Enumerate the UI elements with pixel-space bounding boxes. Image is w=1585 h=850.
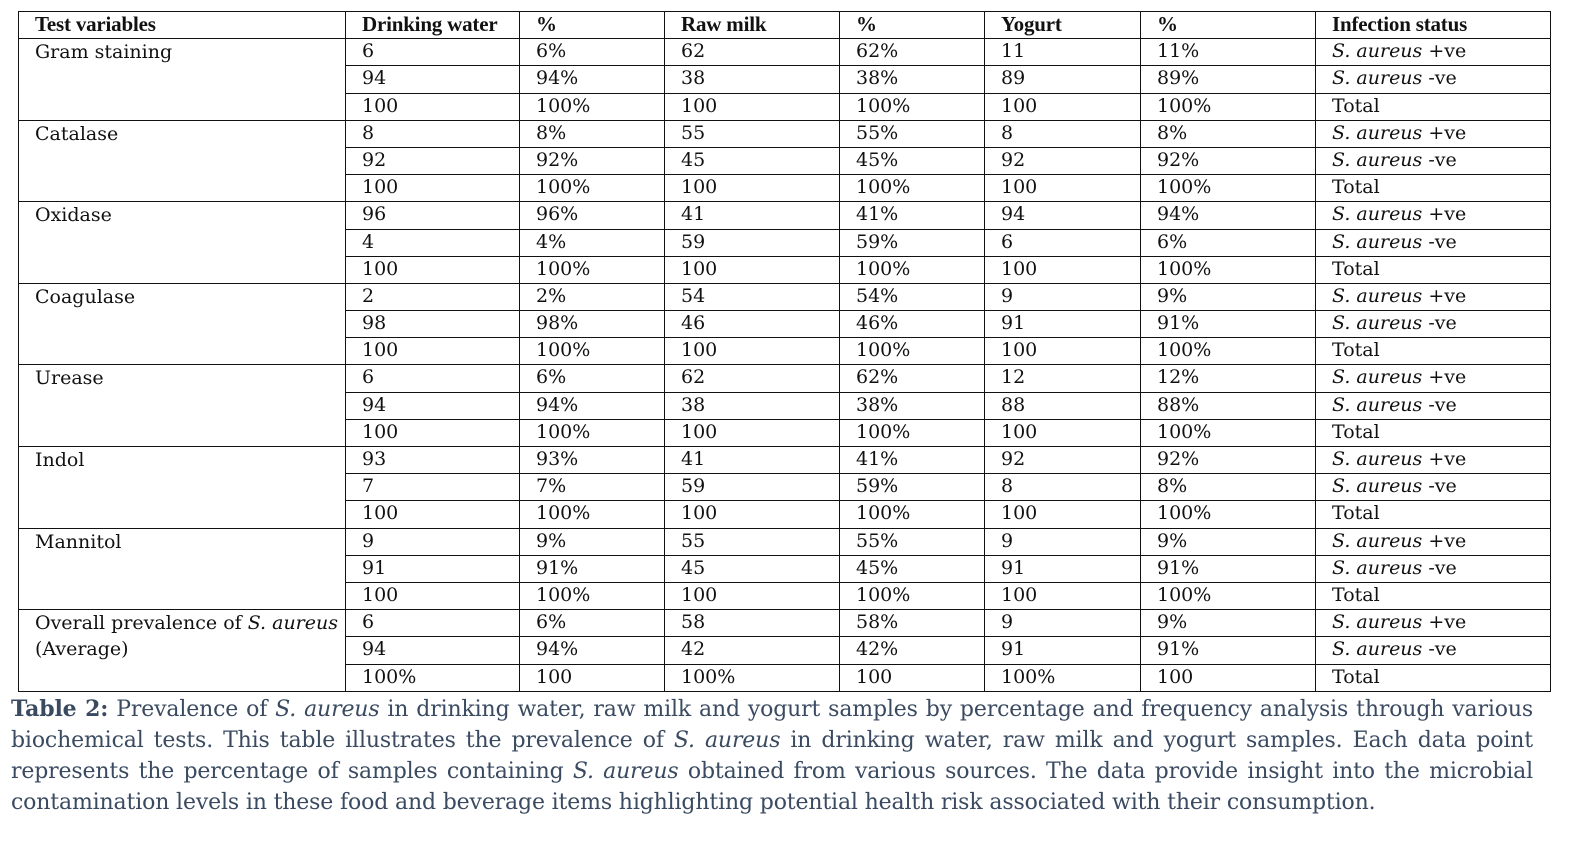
cell-yogurt: 100 <box>985 175 1141 202</box>
cell-raw-milk-percent: 62% <box>840 39 985 66</box>
cell-infection-status <box>1316 392 1551 419</box>
cell-drinking-water-percent: 6% <box>520 610 665 637</box>
table-caption <box>11 694 1533 818</box>
cell-raw-milk: 58 <box>665 610 840 637</box>
table-row <box>19 39 1551 66</box>
organism-name: S. aureus <box>1332 230 1423 253</box>
table-row <box>19 528 1551 555</box>
cell-drinking-water: 8 <box>346 120 520 147</box>
status-label: +ve <box>1422 366 1467 389</box>
cell-infection-status <box>1316 120 1551 147</box>
cell-yogurt: 100 <box>985 338 1141 365</box>
table-body <box>19 39 1551 692</box>
cell-drinking-water-percent: 9% <box>520 528 665 555</box>
cell-raw-milk: 100 <box>665 93 840 120</box>
cell-drinking-water: 100 <box>346 419 520 446</box>
cell-drinking-water: 9 <box>346 528 520 555</box>
cell-raw-milk: 46 <box>665 311 840 338</box>
test-variable-name: Oxidase <box>19 202 346 284</box>
organism-name: S. aureus <box>1332 203 1423 226</box>
status-label: Total <box>1332 339 1380 362</box>
status-label: Total <box>1332 420 1380 443</box>
cell-raw-milk: 54 <box>665 283 840 310</box>
cell-infection-status <box>1316 419 1551 446</box>
header-drinking-water: Drinking water <box>346 12 520 39</box>
cell-infection-status <box>1316 66 1551 93</box>
cell-infection-status <box>1316 93 1551 120</box>
status-label: +ve <box>1422 611 1467 634</box>
status-label: +ve <box>1422 529 1467 552</box>
caption-organism: S. aureus <box>572 759 679 784</box>
cell-yogurt: 100 <box>985 582 1141 609</box>
organism-name: S. aureus <box>1332 556 1423 579</box>
cell-infection-status <box>1316 256 1551 283</box>
cell-raw-milk-percent: 38% <box>840 66 985 93</box>
organism-name: S. aureus <box>1332 529 1423 552</box>
cell-drinking-water: 6 <box>346 610 520 637</box>
cell-drinking-water-percent: 94% <box>520 637 665 664</box>
cell-yogurt: 11 <box>985 39 1141 66</box>
cell-drinking-water-percent: 2% <box>520 283 665 310</box>
cell-yogurt: 100 <box>985 256 1141 283</box>
cell-yogurt: 9 <box>985 528 1141 555</box>
test-variable-name: Indol <box>19 447 346 529</box>
cell-raw-milk: 100% <box>665 664 840 691</box>
cell-raw-milk: 45 <box>665 555 840 582</box>
cell-yogurt: 6 <box>985 229 1141 256</box>
cell-drinking-water-percent: 100% <box>520 256 665 283</box>
cell-drinking-water-percent: 6% <box>520 365 665 392</box>
organism-name: S. aureus <box>247 612 338 635</box>
header-row <box>19 12 1551 39</box>
cell-yogurt: 100 <box>985 501 1141 528</box>
organism-name: S. aureus <box>1332 393 1423 416</box>
cell-drinking-water-percent: 91% <box>520 555 665 582</box>
cell-infection-status <box>1316 202 1551 229</box>
cell-drinking-water-percent: 94% <box>520 392 665 419</box>
header-raw-milk: Raw milk <box>665 12 840 39</box>
cell-yogurt: 100 <box>985 419 1141 446</box>
table-row <box>19 120 1551 147</box>
cell-infection-status <box>1316 610 1551 637</box>
cell-infection-status <box>1316 311 1551 338</box>
cell-yogurt: 8 <box>985 120 1141 147</box>
status-label: -ve <box>1422 148 1457 171</box>
caption-label: Table 2: <box>11 696 109 722</box>
cell-raw-milk-percent: 55% <box>840 120 985 147</box>
cell-drinking-water-percent: 100% <box>520 175 665 202</box>
cell-raw-milk-percent: 45% <box>840 147 985 174</box>
status-label: -ve <box>1422 312 1457 335</box>
cell-yogurt: 12 <box>985 365 1141 392</box>
status-label: +ve <box>1422 284 1467 307</box>
cell-drinking-water: 100 <box>346 501 520 528</box>
cell-raw-milk-percent: 62% <box>840 365 985 392</box>
cell-yogurt-percent: 91% <box>1141 637 1316 664</box>
caption-text: Prevalence of <box>108 697 276 722</box>
cell-drinking-water: 2 <box>346 283 520 310</box>
cell-drinking-water-percent: 100 <box>520 664 665 691</box>
status-label: +ve <box>1422 203 1467 226</box>
cell-raw-milk-percent: 100% <box>840 501 985 528</box>
cell-drinking-water-percent: 96% <box>520 202 665 229</box>
cell-yogurt: 100 <box>985 93 1141 120</box>
cell-yogurt-percent: 12% <box>1141 365 1316 392</box>
caption-organism: S. aureus <box>673 728 781 753</box>
cell-infection-status <box>1316 637 1551 664</box>
cell-drinking-water: 4 <box>346 229 520 256</box>
cell-raw-milk: 59 <box>665 229 840 256</box>
cell-infection-status <box>1316 555 1551 582</box>
cell-raw-milk: 45 <box>665 147 840 174</box>
table-row <box>19 283 1551 310</box>
status-label: Total <box>1332 94 1380 117</box>
table-header <box>19 12 1551 39</box>
cell-yogurt: 91 <box>985 637 1141 664</box>
cell-raw-milk: 42 <box>665 637 840 664</box>
cell-raw-milk-percent: 45% <box>840 555 985 582</box>
cell-drinking-water: 93 <box>346 447 520 474</box>
cell-yogurt-percent: 89% <box>1141 66 1316 93</box>
cell-drinking-water-percent: 6% <box>520 39 665 66</box>
cell-drinking-water: 100 <box>346 175 520 202</box>
cell-yogurt-percent: 8% <box>1141 474 1316 501</box>
organism-name: S. aureus <box>1332 475 1423 498</box>
cell-yogurt-percent: 100% <box>1141 338 1316 365</box>
cell-drinking-water: 92 <box>346 147 520 174</box>
cell-infection-status <box>1316 501 1551 528</box>
cell-raw-milk-percent: 100% <box>840 93 985 120</box>
cell-infection-status <box>1316 528 1551 555</box>
cell-raw-milk-percent: 42% <box>840 637 985 664</box>
cell-drinking-water: 94 <box>346 637 520 664</box>
cell-drinking-water-percent: 98% <box>520 311 665 338</box>
cell-drinking-water: 91 <box>346 555 520 582</box>
cell-raw-milk-percent: 41% <box>840 202 985 229</box>
cell-drinking-water-percent: 8% <box>520 120 665 147</box>
status-label: +ve <box>1422 40 1467 63</box>
overall-average-label: (Average) <box>35 638 129 661</box>
header-raw-milk-percent: % <box>840 12 985 39</box>
test-variable-name: Catalase <box>19 120 346 202</box>
caption-text: obtained from various sources. The data provide insight into the microbial contamination levels in these food and beverage items highlighting potential health risk associated with their consumption. <box>11 759 1534 815</box>
status-label: Total <box>1332 665 1380 688</box>
cell-raw-milk: 55 <box>665 120 840 147</box>
cell-yogurt: 88 <box>985 392 1141 419</box>
cell-raw-milk: 55 <box>665 528 840 555</box>
cell-yogurt-percent: 91% <box>1141 555 1316 582</box>
cell-raw-milk: 100 <box>665 256 840 283</box>
cell-drinking-water: 6 <box>346 39 520 66</box>
cell-raw-milk-percent: 100% <box>840 338 985 365</box>
header-test-variables: Test variables <box>19 12 346 39</box>
cell-infection-status <box>1316 365 1551 392</box>
status-label: -ve <box>1422 67 1457 90</box>
organism-name: S. aureus <box>1332 148 1423 171</box>
cell-infection-status <box>1316 338 1551 365</box>
prevalence-table <box>18 11 1551 692</box>
status-label: Total <box>1332 583 1380 606</box>
cell-drinking-water-percent: 93% <box>520 447 665 474</box>
organism-name: S. aureus <box>1332 638 1423 661</box>
cell-drinking-water: 100 <box>346 93 520 120</box>
cell-yogurt-percent: 9% <box>1141 528 1316 555</box>
cell-yogurt-percent: 11% <box>1141 39 1316 66</box>
cell-yogurt: 89 <box>985 66 1141 93</box>
cell-drinking-water: 100 <box>346 582 520 609</box>
status-label: Total <box>1332 502 1380 525</box>
test-variable-name: Urease <box>19 365 346 447</box>
cell-yogurt-percent: 92% <box>1141 147 1316 174</box>
cell-yogurt-percent: 91% <box>1141 311 1316 338</box>
cell-raw-milk: 62 <box>665 39 840 66</box>
cell-yogurt-percent: 100% <box>1141 175 1316 202</box>
cell-yogurt-percent: 6% <box>1141 229 1316 256</box>
cell-yogurt: 100% <box>985 664 1141 691</box>
table-row <box>19 365 1551 392</box>
organism-name: S. aureus <box>1332 611 1423 634</box>
status-label: -ve <box>1422 638 1457 661</box>
header-drinking-water-percent: % <box>520 12 665 39</box>
status-label: -ve <box>1422 556 1457 579</box>
cell-yogurt: 91 <box>985 311 1141 338</box>
cell-raw-milk-percent: 100% <box>840 419 985 446</box>
organism-name: S. aureus <box>1332 312 1423 335</box>
cell-infection-status <box>1316 447 1551 474</box>
cell-drinking-water: 96 <box>346 202 520 229</box>
cell-raw-milk: 100 <box>665 582 840 609</box>
test-variable-name: Coagulase <box>19 283 346 365</box>
cell-drinking-water-percent: 94% <box>520 66 665 93</box>
cell-drinking-water-percent: 4% <box>520 229 665 256</box>
organism-name: S. aureus <box>1332 366 1423 389</box>
cell-yogurt-percent: 100 <box>1141 664 1316 691</box>
cell-yogurt-percent: 9% <box>1141 610 1316 637</box>
cell-drinking-water: 100 <box>346 338 520 365</box>
cell-yogurt-percent: 8% <box>1141 120 1316 147</box>
cell-raw-milk: 100 <box>665 419 840 446</box>
cell-drinking-water-percent: 100% <box>520 338 665 365</box>
cell-drinking-water-percent: 100% <box>520 582 665 609</box>
status-label: Total <box>1332 257 1380 280</box>
cell-raw-milk: 41 <box>665 202 840 229</box>
caption-text: in drinking water, raw milk and yogurt samples. Each data point represents the percentage of samples containing <box>11 728 1533 784</box>
header-yogurt-percent: % <box>1141 12 1316 39</box>
cell-raw-milk-percent: 59% <box>840 229 985 256</box>
organism-name: S. aureus <box>1332 40 1423 63</box>
cell-raw-milk-percent: 100 <box>840 664 985 691</box>
cell-raw-milk-percent: 41% <box>840 447 985 474</box>
cell-drinking-water: 98 <box>346 311 520 338</box>
cell-yogurt-percent: 94% <box>1141 202 1316 229</box>
cell-yogurt: 9 <box>985 610 1141 637</box>
cell-yogurt: 92 <box>985 147 1141 174</box>
cell-infection-status <box>1316 175 1551 202</box>
cell-drinking-water: 100 <box>346 256 520 283</box>
cell-yogurt: 9 <box>985 283 1141 310</box>
cell-drinking-water: 94 <box>346 392 520 419</box>
organism-name: S. aureus <box>1332 448 1423 470</box>
cell-raw-milk: 38 <box>665 392 840 419</box>
cell-raw-milk-percent: 58% <box>840 610 985 637</box>
cell-raw-milk: 59 <box>665 474 840 501</box>
cell-raw-milk-percent: 59% <box>840 474 985 501</box>
cell-yogurt-percent: 100% <box>1141 93 1316 120</box>
cell-raw-milk-percent: 100% <box>840 256 985 283</box>
test-variable-name: Gram staining <box>19 39 346 121</box>
cell-drinking-water-percent: 7% <box>520 474 665 501</box>
cell-infection-status <box>1316 664 1551 691</box>
cell-drinking-water: 6 <box>346 365 520 392</box>
cell-raw-milk-percent: 100% <box>840 175 985 202</box>
cell-yogurt-percent: 88% <box>1141 392 1316 419</box>
cell-drinking-water-percent: 100% <box>520 501 665 528</box>
status-label: +ve <box>1422 121 1467 144</box>
header-infection-status: Infection status <box>1316 12 1551 39</box>
cell-yogurt-percent: 100% <box>1141 501 1316 528</box>
cell-yogurt-percent: 100% <box>1141 256 1316 283</box>
cell-drinking-water: 100% <box>346 664 520 691</box>
status-label: -ve <box>1422 230 1457 253</box>
cell-yogurt-percent: 92% <box>1141 447 1316 474</box>
cell-drinking-water-percent: 100% <box>520 419 665 446</box>
cell-raw-milk: 100 <box>665 175 840 202</box>
status-label: Total <box>1332 176 1380 199</box>
cell-drinking-water-percent: 100% <box>520 93 665 120</box>
cell-infection-status <box>1316 582 1551 609</box>
cell-raw-milk-percent: 54% <box>840 283 985 310</box>
status-label: -ve <box>1422 475 1457 498</box>
cell-infection-status <box>1316 474 1551 501</box>
cell-drinking-water: 7 <box>346 474 520 501</box>
cell-raw-milk: 62 <box>665 365 840 392</box>
overall-label: Overall prevalence of <box>35 612 248 635</box>
cell-infection-status <box>1316 39 1551 66</box>
cell-drinking-water: 94 <box>346 66 520 93</box>
cell-yogurt-percent: 9% <box>1141 283 1316 310</box>
cell-raw-milk-percent: 46% <box>840 311 985 338</box>
cell-infection-status <box>1316 147 1551 174</box>
cell-yogurt-percent: 100% <box>1141 582 1316 609</box>
cell-raw-milk: 38 <box>665 66 840 93</box>
cell-infection-status <box>1316 229 1551 256</box>
cell-raw-milk-percent: 100% <box>840 582 985 609</box>
test-variable-overall <box>19 610 346 692</box>
caption-organism: S. aureus <box>275 697 380 722</box>
status-label: +ve <box>1422 448 1467 470</box>
test-variable-name: Mannitol <box>19 528 346 610</box>
organism-name: S. aureus <box>1332 284 1423 307</box>
organism-name: S. aureus <box>1332 67 1423 90</box>
cell-raw-milk-percent: 38% <box>840 392 985 419</box>
cell-yogurt: 92 <box>985 447 1141 474</box>
cell-yogurt: 8 <box>985 474 1141 501</box>
cell-raw-milk: 100 <box>665 501 840 528</box>
status-label: -ve <box>1422 393 1457 416</box>
header-yogurt: Yogurt <box>985 12 1141 39</box>
table-row <box>19 447 1551 474</box>
caption-text: in drinking water, raw milk and yogurt samples by percentage and frequency analysis through various biochemical tests. This table illustrates the prevalence of <box>11 697 1533 753</box>
cell-raw-milk: 100 <box>665 338 840 365</box>
table-row <box>19 202 1551 229</box>
cell-raw-milk-percent: 55% <box>840 528 985 555</box>
cell-yogurt-percent: 100% <box>1141 419 1316 446</box>
cell-drinking-water-percent: 92% <box>520 147 665 174</box>
table-row <box>19 610 1551 637</box>
cell-raw-milk: 41 <box>665 447 840 474</box>
cell-infection-status <box>1316 283 1551 310</box>
organism-name: S. aureus <box>1332 121 1423 144</box>
cell-yogurt: 94 <box>985 202 1141 229</box>
cell-yogurt: 91 <box>985 555 1141 582</box>
